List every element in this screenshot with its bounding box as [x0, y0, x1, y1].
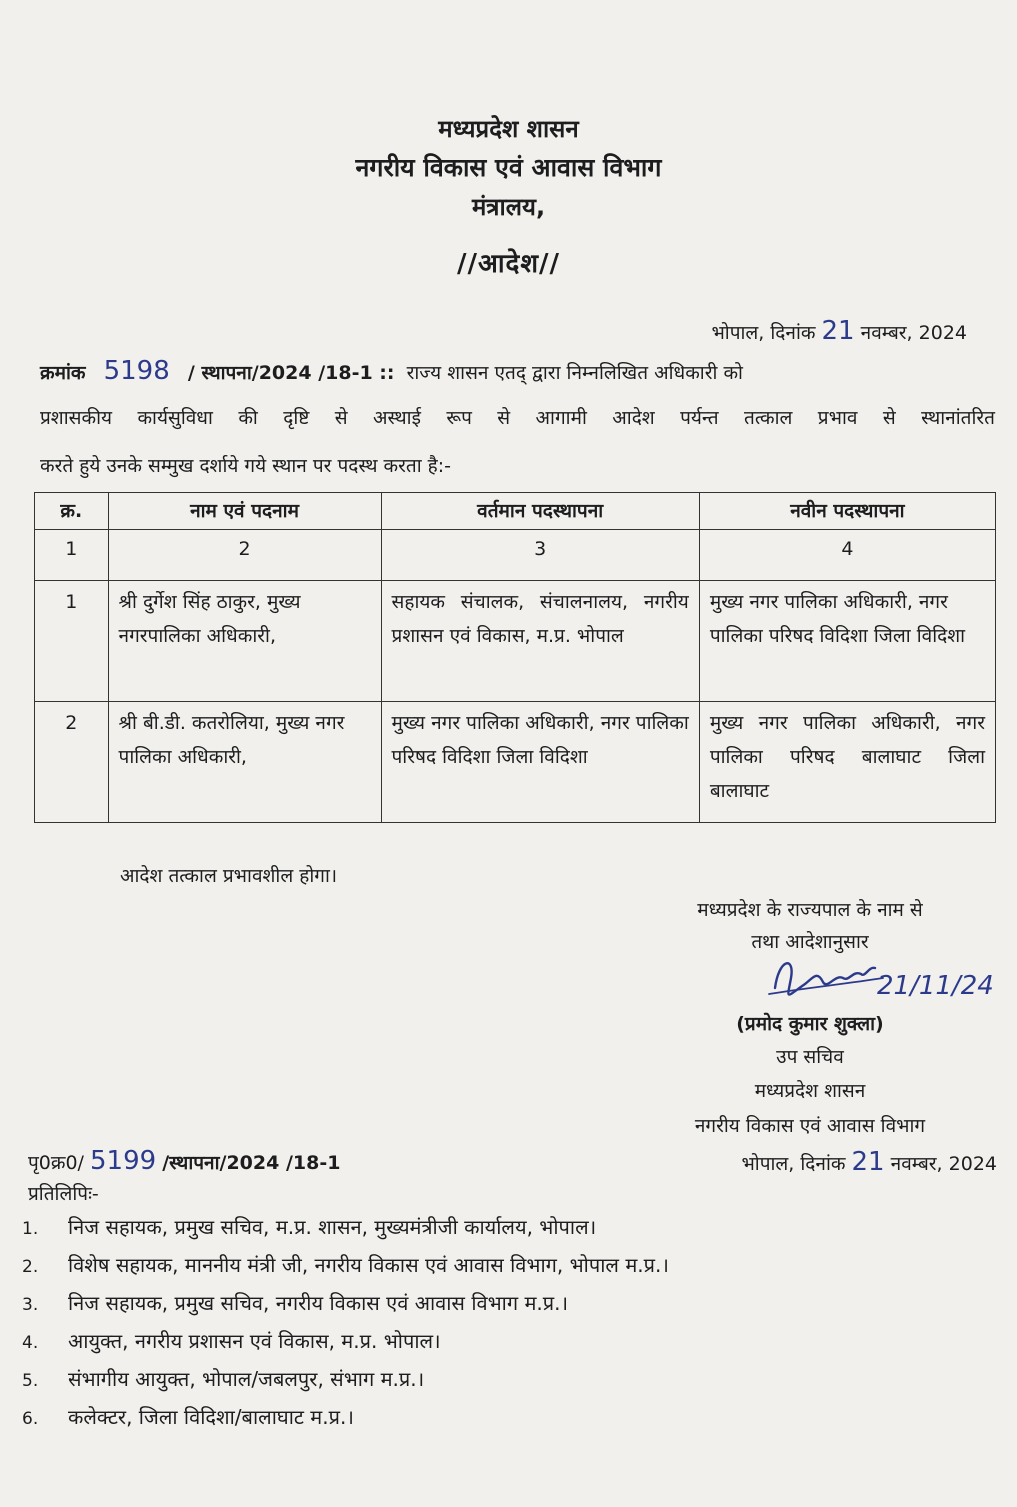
table-header-row — [35, 493, 996, 530]
signatory-date-prefix: भोपाल, दिनांक — [741, 1153, 846, 1175]
order-date — [711, 316, 967, 346]
list-item — [22, 1362, 669, 1400]
govt-title: मध्यप्रदेश शासन — [438, 115, 579, 143]
column-header-name: नाम एवं पदनाम — [108, 493, 381, 530]
copy-reference — [28, 1146, 340, 1176]
copy-number: 4. — [22, 1333, 39, 1353]
department-title: नगरीय विकास एवं आवास विभाग — [355, 153, 662, 182]
copy-recipient: संभागीय आयुक्त, भोपाल/जबलपुर, संभाग म.प्र.। — [68, 1367, 425, 1391]
new-posting: मुख्य नगर पालिका अधिकारी, नगर पालिका परिषद विदिशा जिला विदिशा — [699, 581, 995, 702]
officer-name: श्री दुर्गेश सिंह ठाकुर, मुख्य नगरपालिका अधिकारी, — [108, 581, 381, 702]
signatory-name: (प्रमोद कुमार शुक्ला) — [736, 1013, 884, 1035]
table-row — [35, 702, 996, 823]
column-number: 3 — [381, 530, 699, 581]
date-prefix: भोपाल, दिनांक — [711, 322, 816, 344]
table-row — [35, 581, 996, 702]
handwritten-day: 21 — [821, 316, 855, 346]
signatory-date-suffix: नवम्बर, 2024 — [890, 1153, 997, 1175]
signatory-date — [741, 1147, 997, 1177]
order-text-start: राज्य शासन एतद् द्वारा निम्नलिखित अधिकारी को — [406, 362, 743, 384]
current-posting: मुख्य नगर पालिका अधिकारी, नगर पालिका परिषद विदिशा जिला विदिशा — [381, 702, 699, 823]
effect-note: आदेश तत्काल प्रभावशील होगा। — [120, 865, 338, 887]
date-suffix: नवम्बर, 2024 — [860, 322, 967, 344]
handwritten-order-number: 5198 — [103, 356, 170, 386]
transfer-table — [34, 492, 996, 823]
authority-line-2: तथा आदेशानुसार — [751, 931, 869, 953]
column-header-current-posting: वर्तमान पदस्थापना — [381, 493, 699, 530]
order-number-label: क्रमांक — [40, 362, 86, 384]
order-heading: //आदेश// — [456, 249, 561, 279]
column-header-sn: क्र. — [35, 493, 109, 530]
signatory-designation: उप सचिव — [776, 1046, 844, 1068]
list-item — [22, 1400, 669, 1438]
column-number: 1 — [35, 530, 109, 581]
copy-number: 2. — [22, 1257, 39, 1277]
handwritten-day: 21 — [851, 1147, 885, 1177]
copy-ref-suffix: /स्थापना/2024 /18-1 — [162, 1152, 341, 1174]
copy-number: 6. — [22, 1409, 39, 1429]
order-text-line-2: प्रशासकीय कार्यसुविधा की दृष्टि से अस्थाई रूप से आगामी आदेश पर्यन्त तत्काल प्रभाव से स्थानांतरित — [40, 407, 995, 429]
list-item — [22, 1248, 669, 1286]
order-text-line-3: करते हुये उनके सम्मुख दर्शाये गये स्थान पर पदस्थ करता है:- — [40, 455, 452, 477]
list-item — [22, 1324, 669, 1362]
list-item — [22, 1286, 669, 1324]
handwritten-copy-number: 5199 — [90, 1146, 157, 1176]
copy-number: 3. — [22, 1295, 39, 1315]
row-serial: 1 — [35, 581, 109, 702]
order-reference: / स्थापना/2024 /18-1 :: — [187, 362, 395, 384]
copy-recipient: निज सहायक, प्रमुख सचिव, म.प्र. शासन, मुख्यमंत्रीजी कार्यालय, भोपाल। — [68, 1215, 597, 1239]
copy-list — [22, 1210, 669, 1438]
copy-number: 5. — [22, 1371, 39, 1391]
current-posting: सहायक संचालक, संचालनालय, नगरीय प्रशासन एवं विकास, म.प्र. भोपाल — [381, 581, 699, 702]
copy-number: 1. — [22, 1219, 39, 1239]
list-item — [22, 1210, 669, 1248]
column-number: 4 — [699, 530, 995, 581]
officer-name: श्री बी.डी. कतरोलिया, मुख्य नगर पालिका अधिकारी, — [108, 702, 381, 823]
column-number: 2 — [108, 530, 381, 581]
column-number-row — [35, 530, 996, 581]
copy-ref-prefix: पृ0क्र0/ — [28, 1152, 84, 1174]
row-serial: 2 — [35, 702, 109, 823]
authority-line-1: मध्यप्रदेश के राज्यपाल के नाम से — [697, 899, 923, 921]
copy-recipient: कलेक्टर, जिला विदिशा/बालाघाट म.प्र.। — [68, 1405, 354, 1429]
handwritten-signature — [765, 948, 994, 1010]
signature-date: 21/11/24 — [877, 971, 994, 1001]
copy-recipient: विशेष सहायक, माननीय मंत्री जी, नगरीय विकास एवं आवास विभाग, भोपाल म.प्र.। — [68, 1253, 669, 1277]
signatory-government: मध्यप्रदेश शासन — [754, 1080, 866, 1102]
new-posting: मुख्य नगर पालिका अधिकारी, नगर पालिका परिषद बालाघाट जिला बालाघाट — [699, 702, 995, 823]
signatory-department: नगरीय विकास एवं आवास विभाग — [694, 1115, 926, 1137]
copy-recipient: आयुक्त, नगरीय प्रशासन एवं विकास, म.प्र. भोपाल। — [68, 1329, 441, 1353]
copy-label: प्रतिलिपिः- — [28, 1183, 99, 1205]
order-number-line — [40, 356, 743, 386]
copy-recipient: निज सहायक, प्रमुख सचिव, नगरीय विकास एवं आवास विभाग म.प्र.। — [68, 1291, 569, 1315]
ministry-title: मंत्रालय, — [471, 193, 546, 221]
column-header-new-posting: नवीन पदस्थापना — [699, 493, 995, 530]
